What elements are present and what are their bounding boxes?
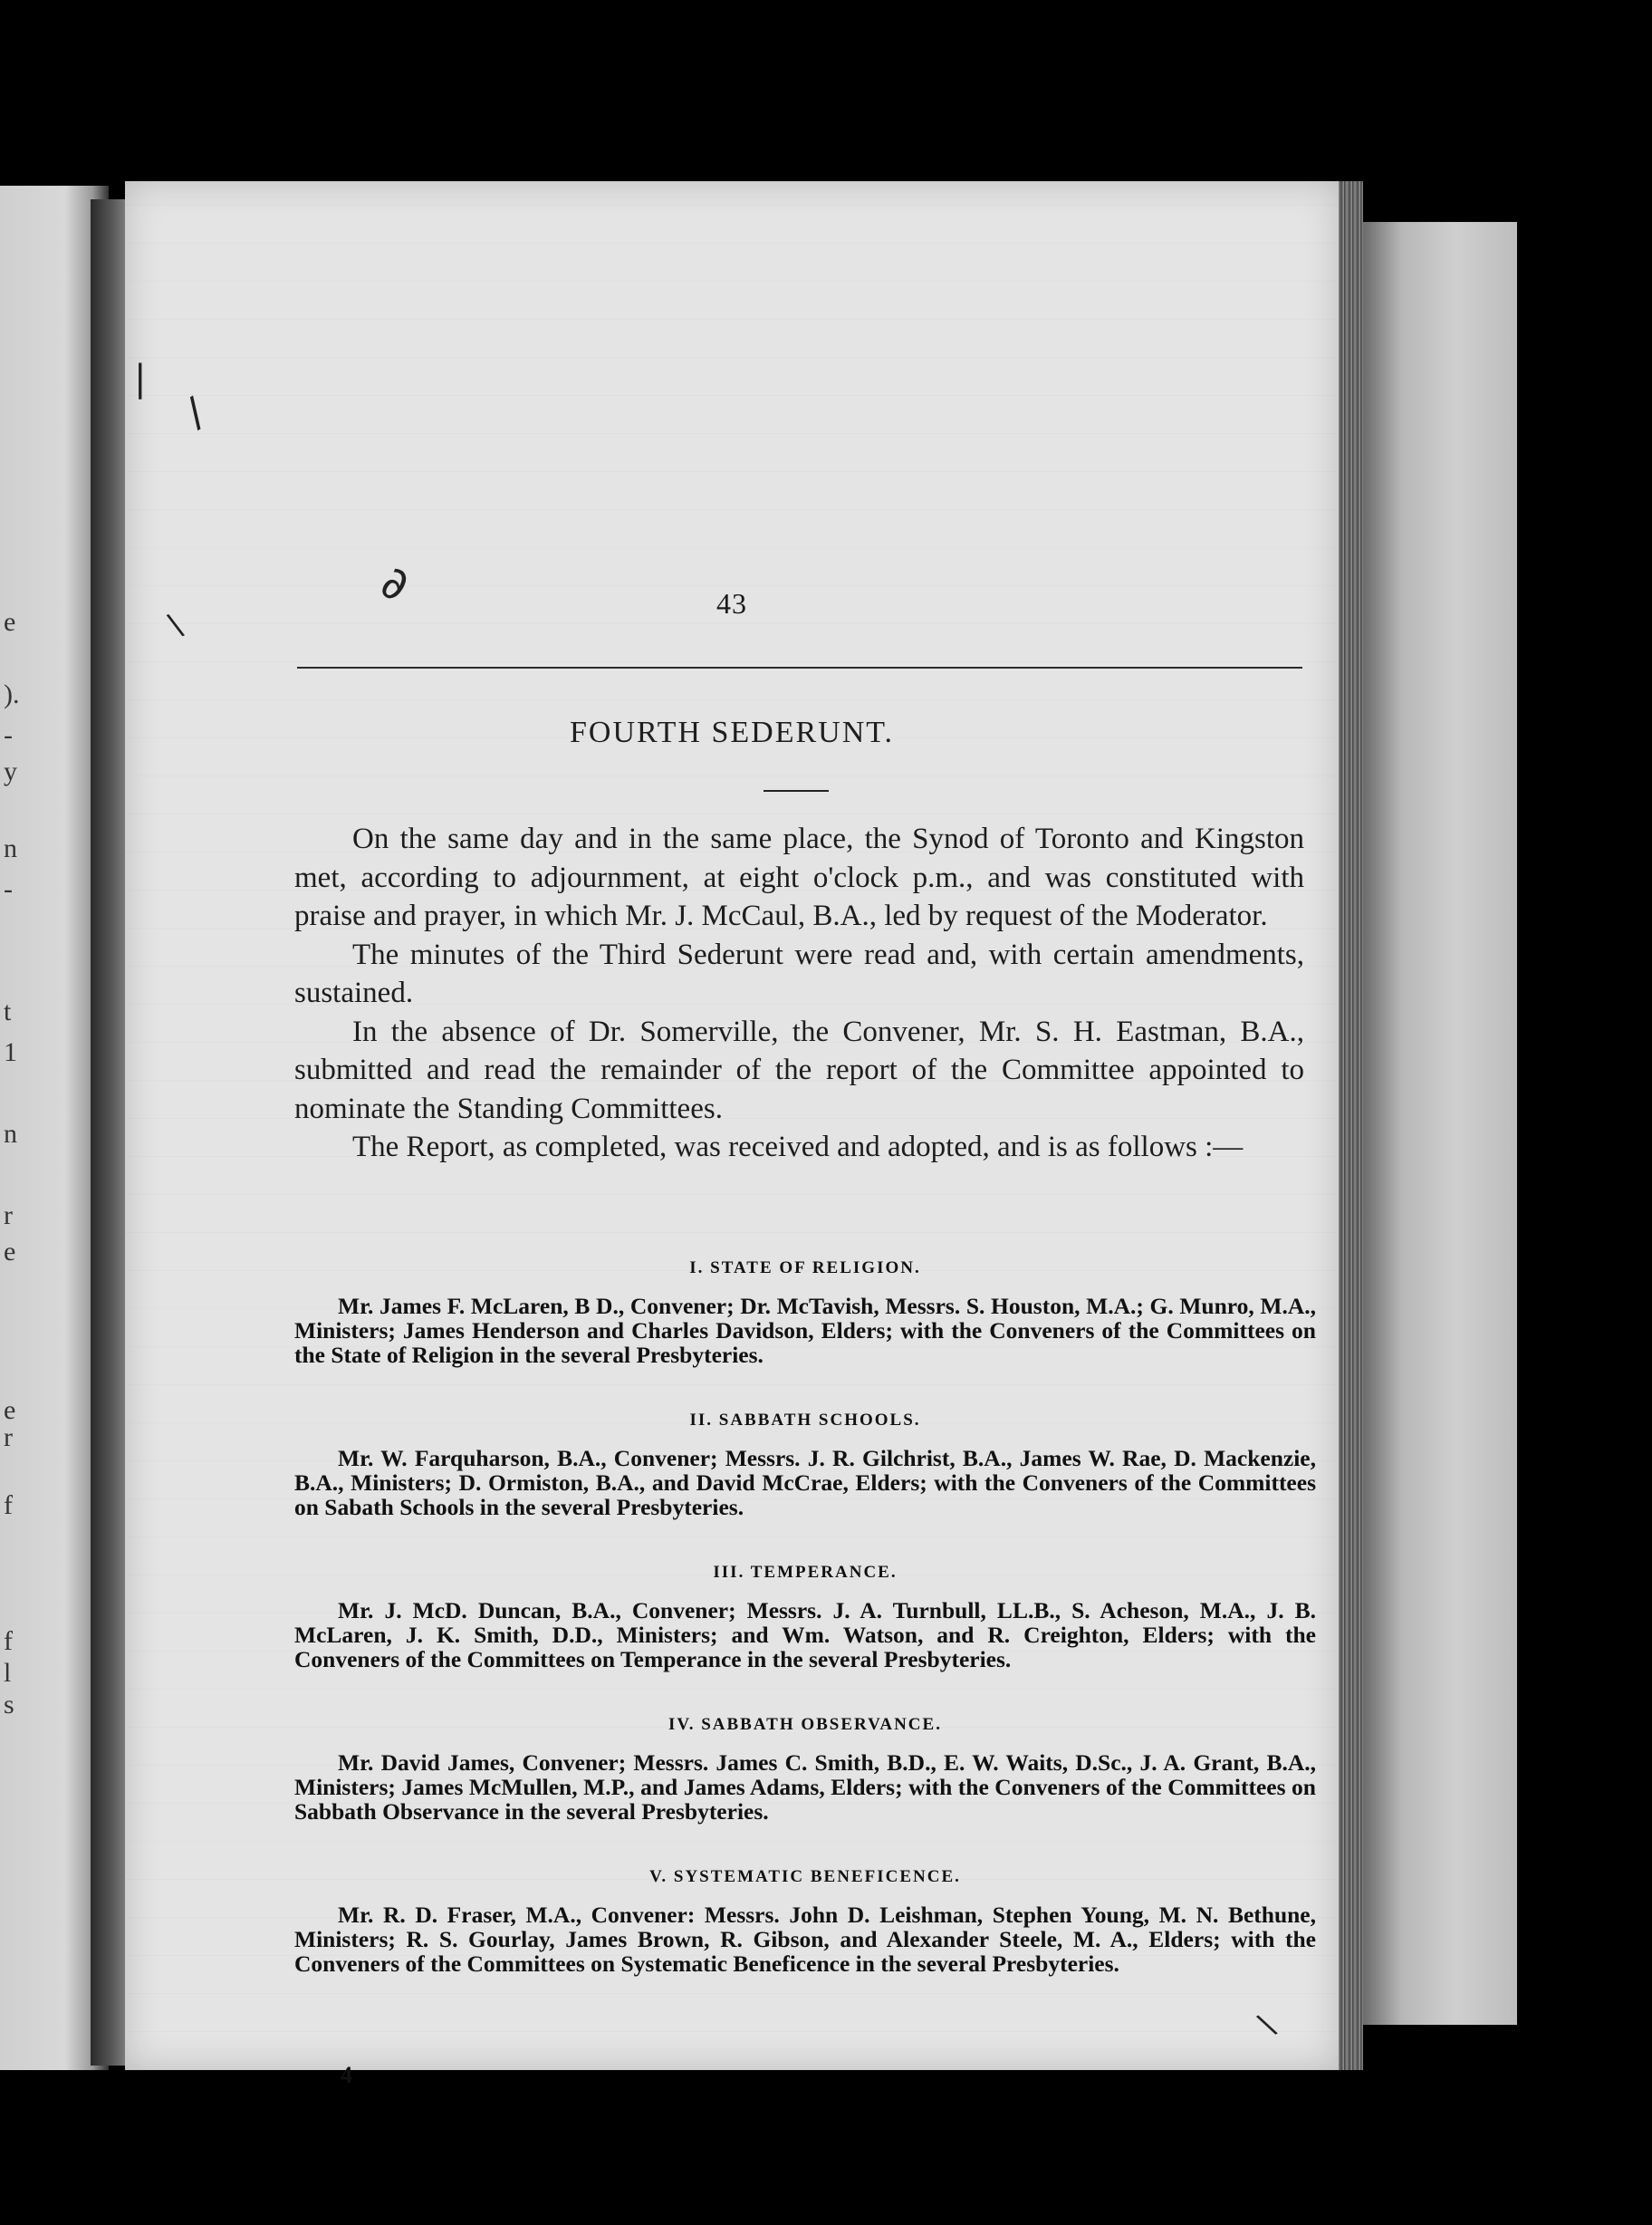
facing-page-fragment: r xyxy=(4,1200,13,1230)
facing-page-fragment: e xyxy=(4,607,16,637)
committee-section xyxy=(294,1555,1316,1707)
page-stack-right xyxy=(1363,222,1517,2025)
facing-page-fragment: - xyxy=(4,874,13,904)
facing-page-fragment: - xyxy=(4,720,13,750)
committee-list xyxy=(294,1250,1316,2011)
section-text: Mr. James F. McLaren, B D., Convener; Dr. McTavish, Messrs. S. Houston, M.A.; G. Munro, M.A., Ministers; James Henderson and Charles Davidson, Elders; with the Conveners of the Committees on the State of Religion in the several Presbyteries. xyxy=(294,1293,1316,1368)
document-page xyxy=(125,181,1339,2088)
facing-page-fragment: ). xyxy=(4,679,20,709)
pencil-mark-icon: \ xyxy=(164,606,187,644)
committee-section xyxy=(294,1250,1316,1402)
pencil-mark-icon: | xyxy=(134,358,147,400)
section-title: V. SYSTEMATIC BENEFICENCE. xyxy=(649,1867,961,1886)
handwritten-mark-icon: ∂ xyxy=(374,554,415,612)
section-text: Mr. R. D. Fraser, M.A., Convener: Messrs. John D. Leishman, Stephen Young, M. N. Bethune, Ministers; R. S. Gourlay, James Brown, R. Gibson, and Alexander Steele, M. A., Elders; with the Conveners of the Committees on Systematic Beneficence in the several Presbyteries. xyxy=(294,1902,1316,1977)
paragraph: In the absence of Dr. Somerville, the Convener, Mr. S. H. Eastman, B.A., submitted and read the remainder of the report of the Committee appointed to nominate the Standing Committees. xyxy=(294,1015,1304,1125)
facing-page-fragment: s xyxy=(4,1690,14,1719)
facing-page-fragment: f xyxy=(4,1626,13,1656)
facing-page-fragment: t xyxy=(4,997,12,1026)
paragraph: The Report, as completed, was received and adopted, and is as follows :— xyxy=(352,1131,1244,1163)
signature-mark: 4 xyxy=(341,2062,352,2088)
section-title: I. STATE OF RELIGION. xyxy=(689,1258,921,1277)
committee-section xyxy=(294,1402,1316,1555)
section-text: Mr. David James, Convener; Messrs. James C. Smith, B.D., E. W. Waits, D.Sc., J. A. Grant, B.A., Ministers; James McMullen, M.P., and James Adams, Elders; with the Conveners of the Committees on Sabbath Observance in the several Presbyteries. xyxy=(294,1749,1316,1825)
facing-page-fragment: l xyxy=(4,1658,12,1688)
section-text: Mr. J. McD. Duncan, B.A., Convener; Messrs. J. A. Turnbull, LL.B., S. Acheson, M.A., J. B. McLaren, J. K. Smith, D.D., Ministers; and Wm. Watson, and R. Creighton, Elders; with the Conveners of the Committees on Temperance in the several Presbyteries. xyxy=(294,1597,1316,1672)
facing-page-fragment: f xyxy=(4,1490,13,1520)
facing-page-fragment: e xyxy=(4,1237,16,1267)
pencil-tick-icon: / xyxy=(178,389,213,437)
facing-page-fragment: y xyxy=(4,756,17,786)
section-title: IV. SABBATH OBSERVANCE. xyxy=(668,1715,942,1734)
facing-page-fragment: n xyxy=(4,833,17,863)
section-text: Mr. W. Farquharson, B.A., Convener; Messrs. J. R. Gilchrist, B.A., James W. Rae, D. Mackenzie, B.A., Ministers; D. Ormiston, B.A., and David McCrae, Elders; with the Conveners of the Committees on Sabath Schools in the several Presbyteries. xyxy=(294,1445,1316,1520)
page-edges xyxy=(1336,181,1363,2070)
body-text xyxy=(294,820,1304,1167)
section-title: II. SABBATH SCHOOLS. xyxy=(689,1411,921,1430)
pencil-mark-icon: \ xyxy=(1253,2006,1281,2044)
committee-section xyxy=(294,1859,1316,2011)
committee-section xyxy=(294,1707,1316,1859)
facing-page-fragment: r xyxy=(4,1422,13,1452)
paragraph: On the same day and in the same place, the Synod of Toronto and Kingston met, according to adjournment, at eight o'clock p.m., and was constituted with praise and prayer, in which Mr. J. McCaul, B.A., led by request of the Moderator. xyxy=(294,823,1304,932)
book-gutter xyxy=(91,199,125,2066)
header-rule xyxy=(297,667,1302,669)
page-number: 43 xyxy=(716,587,747,620)
paragraph: The minutes of the Third Sederunt were read and, with certain amendments, sustained. xyxy=(294,938,1304,1009)
title-underline xyxy=(764,790,829,792)
facing-page-fragment: n xyxy=(4,1119,17,1149)
facing-page-fragment: 1 xyxy=(4,1037,17,1067)
facing-page-fragment: e xyxy=(4,1395,16,1425)
page-title: FOURTH SEDERUNT. xyxy=(569,716,894,749)
section-title: III. TEMPERANCE. xyxy=(713,1563,898,1582)
